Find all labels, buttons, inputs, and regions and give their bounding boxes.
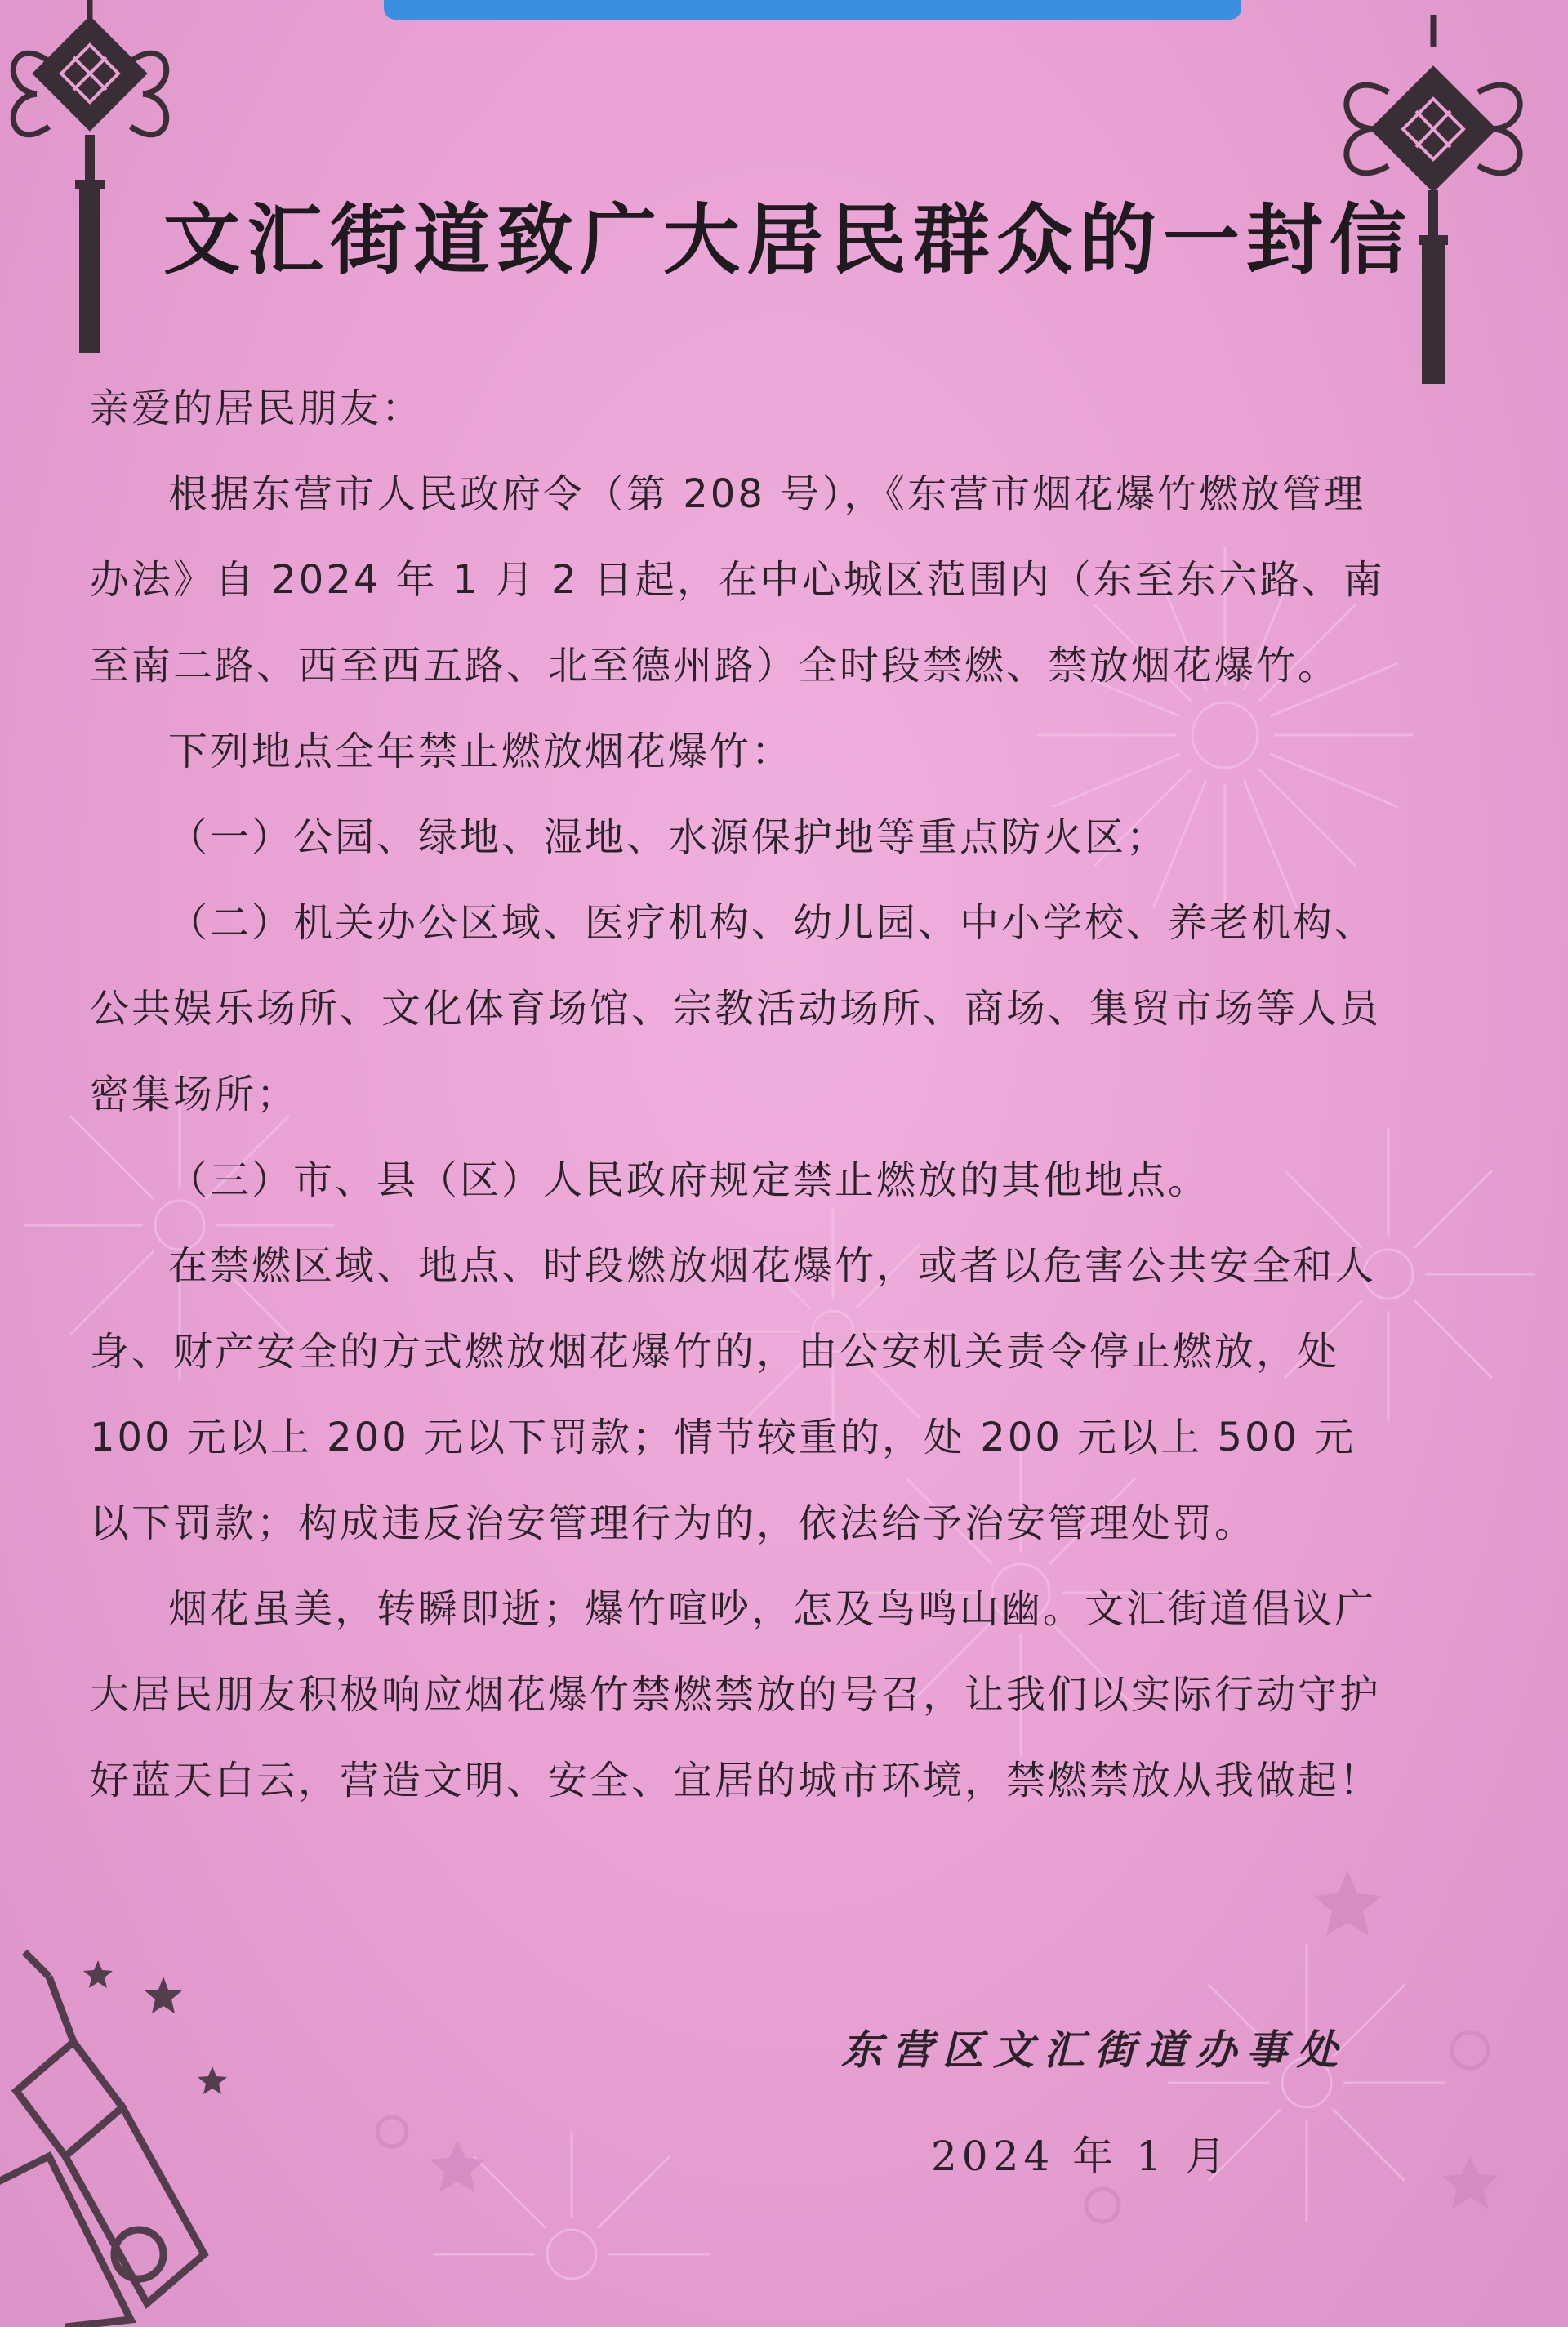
firecracker-bottles-icon xyxy=(0,1944,343,2327)
paragraph-regulation: 根据东营市人民政府令（第 208 号），《东营市烟花爆竹燃放管理办法》自 2024 年 1 月 2 日起，在中心城区范围内（东至东六路、南至南二路、西至西五路、北至德州路）全时段禁燃、禁放烟花爆竹。 xyxy=(90,471,1385,689)
paragraph-appeal: 烟花虽美，转瞬即逝；爆竹喧吵，怎及鸟鸣山幽。文汇街道倡议广大居民朋友积极响应烟花爆竹禁燃禁放的号召，让我们以实际行动守护好蓝天白云，营造文明、安全、宜居的城市环境，禁燃禁放从我做起！ xyxy=(90,1586,1382,1803)
signature-date: 2024 年 1 月 xyxy=(931,2133,1231,2180)
list-item-3: （三）市、县（区）人民政府规定禁止燃放的其他地点。 xyxy=(168,1157,1210,1203)
list-item-2: （二）机关办公区域、医疗机构、幼儿园、中小学校、养老机构、公共娱乐场所、文化体育场馆、宗教活动场所、商场、集贸市场等人员密集场所； xyxy=(90,900,1382,1117)
list-item-1: （一）公园、绿地、湿地、水源保护地等重点防火区； xyxy=(168,814,1169,860)
letter-title: 文汇街道致广大居民群众的一封信 xyxy=(163,195,1414,285)
greeting: 亲爱的居民朋友： xyxy=(90,386,424,431)
paragraph-penalties: 在禁燃区域、地点、时段燃放烟花爆竹，或者以危害公共安全和人身、财产安全的方式燃放烟花爆竹的，由公安机关责令停止燃放，处 100 元以上 200 元以下罚款；情节较重的，处 200 元以上 500 元以下罚款；构成违反治安管理行为的，依法给予治安管理处罚。 xyxy=(90,1243,1377,1546)
paragraph-prohibited-places-intro: 下列地点全年禁止燃放烟花爆竹： xyxy=(168,729,794,774)
letter-body xyxy=(90,366,1388,1824)
signature-office: 东营区文汇街道办事处 xyxy=(841,2026,1348,2074)
